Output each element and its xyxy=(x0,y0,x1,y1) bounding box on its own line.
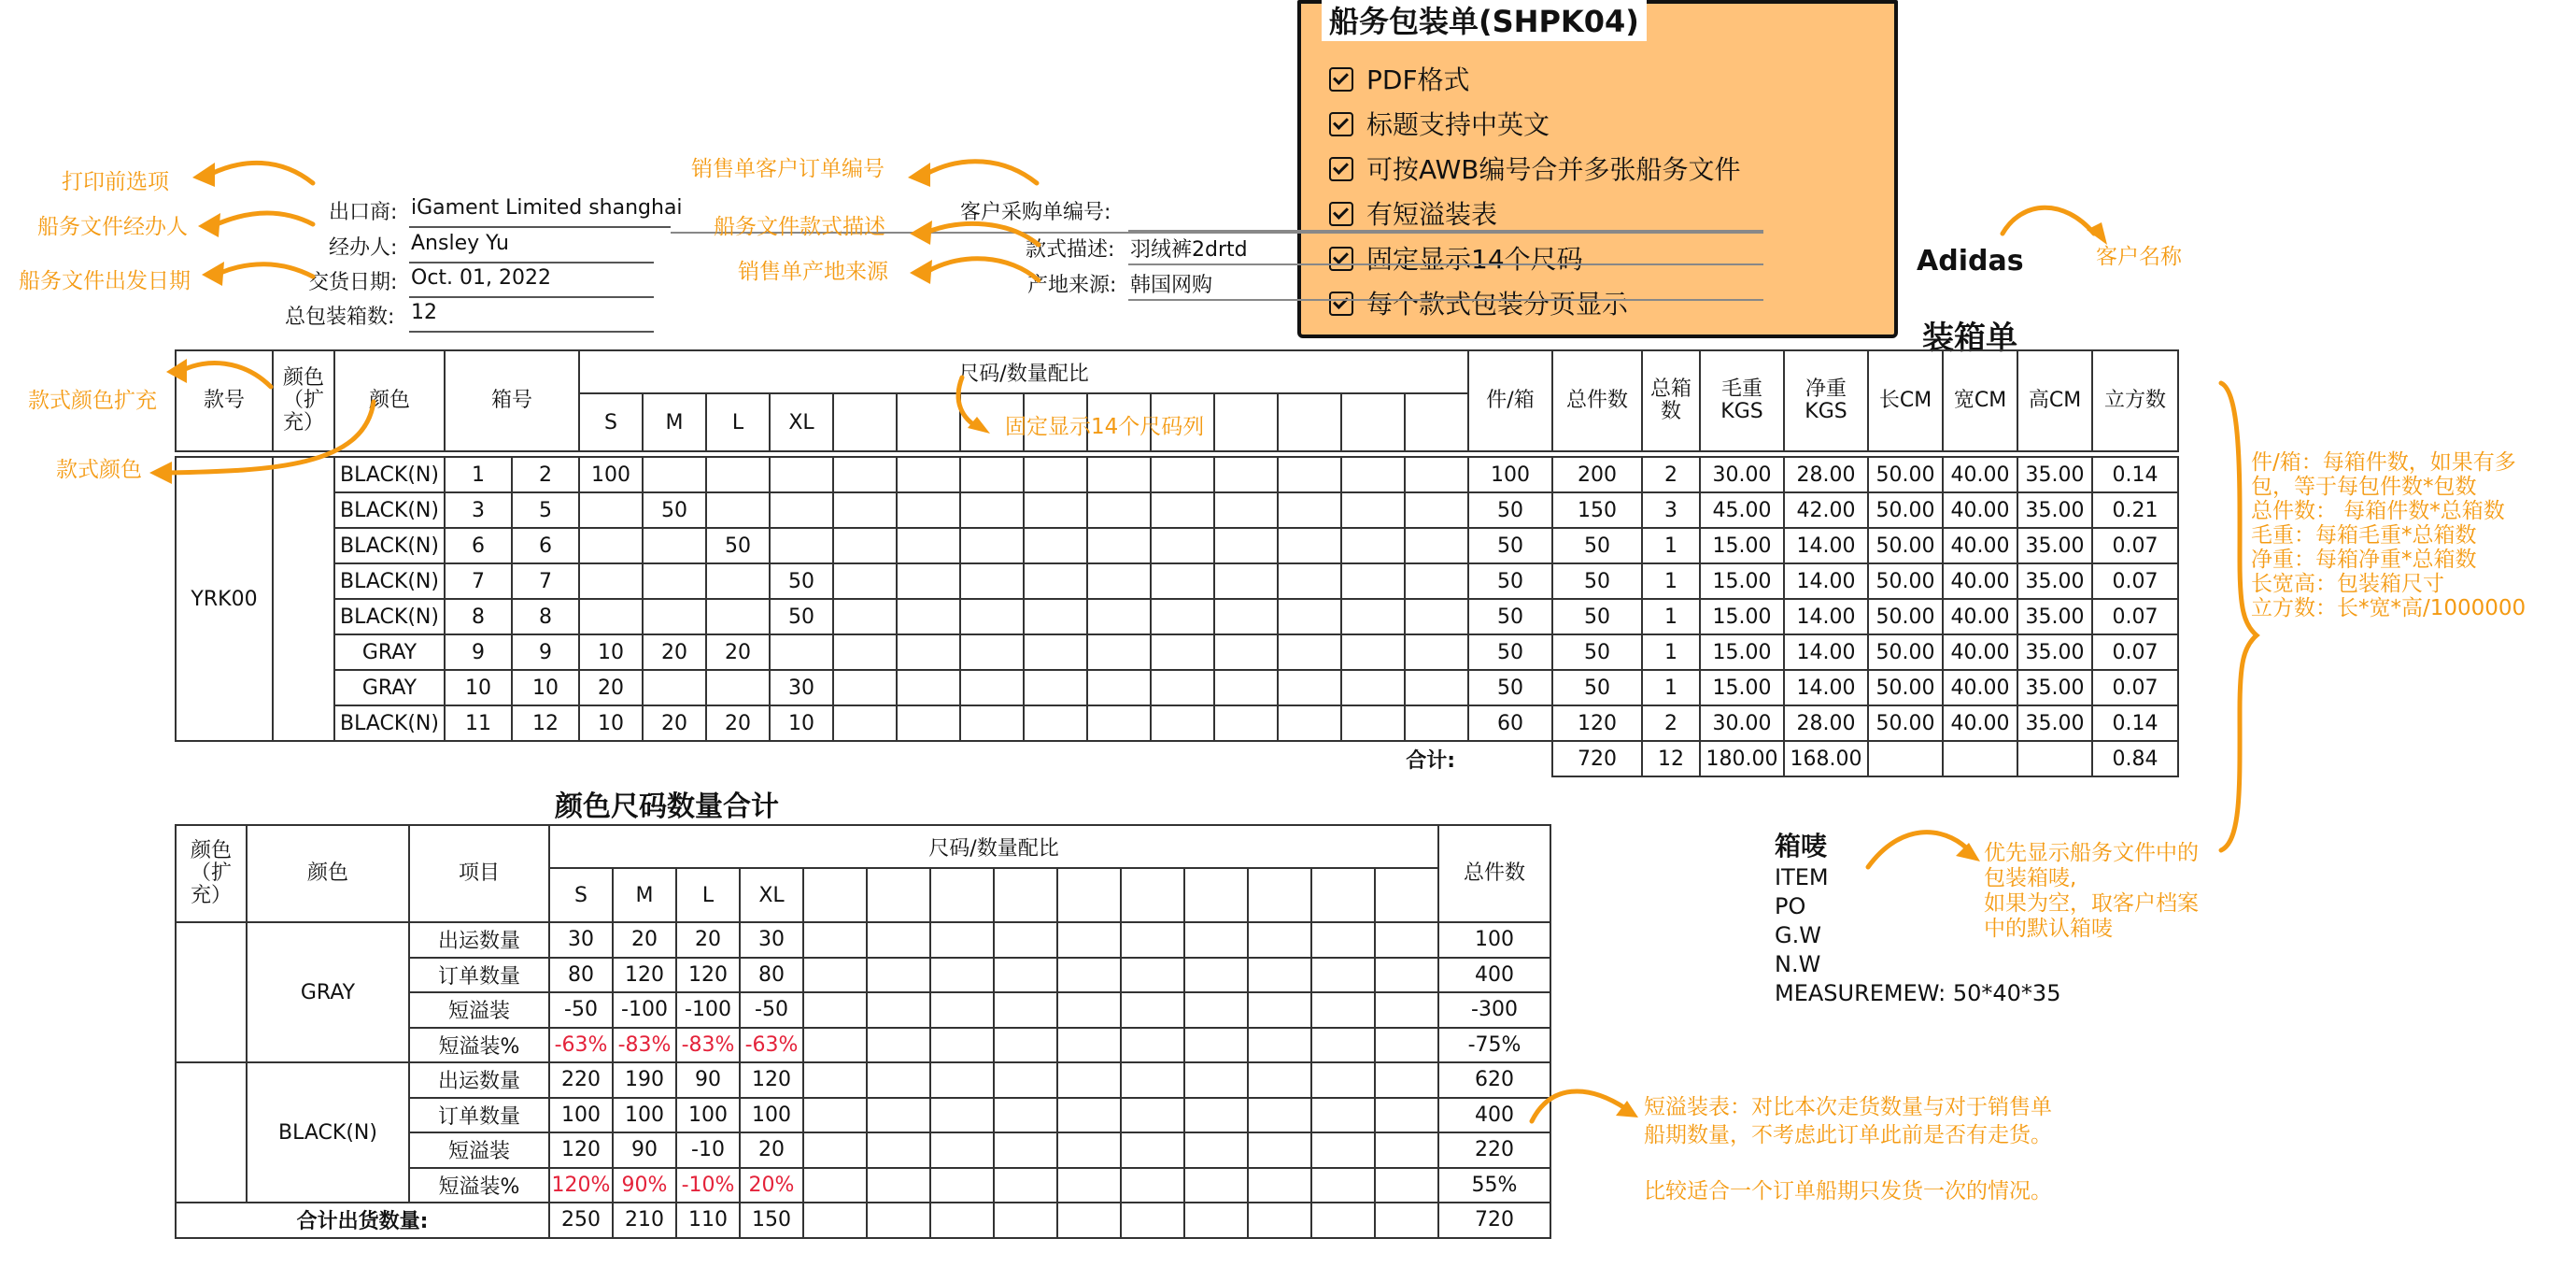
w-cell: 40.00 xyxy=(1943,528,2017,563)
size-value-cell: 120% xyxy=(549,1168,613,1203)
feature-box-title: 船务包装单(SHPK04) xyxy=(1322,0,1647,41)
gw-cell: 15.00 xyxy=(1700,528,1784,563)
annotation-style-color: 款式颜色 xyxy=(56,458,142,482)
size-qty-cell: 20 xyxy=(579,670,643,705)
shipping-mark-line: PO xyxy=(1775,893,1806,919)
header-pcs-box: 件/箱 xyxy=(1468,350,1552,451)
total-boxes-cell: 12 xyxy=(1642,741,1700,776)
size-value-cell: 100 xyxy=(613,1098,676,1133)
header-total-boxes: 总箱数 xyxy=(1642,350,1700,451)
gw-cell: 15.00 xyxy=(1700,563,1784,599)
right-note-line: 长宽高：包装箱尺寸 xyxy=(2251,572,2444,596)
size-value-cell: -83% xyxy=(676,1028,740,1063)
color-cell: BLACK(N) xyxy=(334,492,445,528)
summary-title: 颜色尺码数量合计 xyxy=(555,790,779,823)
item-cell: 短溢装% xyxy=(409,1028,549,1063)
total-cell: 50 xyxy=(1552,634,1642,670)
size-header: S xyxy=(579,393,643,451)
total-cell: 50 xyxy=(1552,563,1642,599)
marks-title: 箱唛 xyxy=(1775,831,1828,861)
po-label: 客户采购单编号: xyxy=(960,201,1111,224)
cbm-cell: 0.07 xyxy=(2092,634,2178,670)
feature-item-label: 标题支持中英文 xyxy=(1366,109,1550,140)
item-cell: 短溢装 xyxy=(409,1132,549,1168)
h-cell: 35.00 xyxy=(2017,634,2092,670)
box-to-cell: 7 xyxy=(512,563,579,599)
size-header: M xyxy=(613,868,676,922)
header-w: 宽CM xyxy=(1943,350,2017,451)
size-value-cell: 30 xyxy=(740,922,803,958)
date-label: 交货日期: xyxy=(308,271,398,294)
size-value-cell: 120 xyxy=(549,1132,613,1168)
size-value-cell: 100 xyxy=(549,1098,613,1133)
size-qty-cell: 20 xyxy=(643,634,706,670)
origin-value: 韩国网购 xyxy=(1130,274,1213,297)
l-cell: 50.00 xyxy=(1868,457,1943,492)
boxes-cell: 3 xyxy=(1642,492,1700,528)
header-color: 颜色 xyxy=(247,825,409,922)
nw-cell: 28.00 xyxy=(1784,457,1868,492)
nw-cell: 14.00 xyxy=(1784,670,1868,705)
size-header: XL xyxy=(740,868,803,922)
nw-cell: 14.00 xyxy=(1784,528,1868,563)
size-value-cell: 90% xyxy=(613,1168,676,1203)
size-qty-cell: 50 xyxy=(770,599,833,634)
size-header: M xyxy=(643,393,706,451)
arrow-color-ext xyxy=(183,363,271,387)
box-from-cell: 3 xyxy=(445,492,512,528)
size-value-cell: 120 xyxy=(676,958,740,993)
row-total-cell: 100 xyxy=(1438,922,1550,958)
size-value-cell: 120 xyxy=(613,958,676,993)
size-value-cell: 80 xyxy=(549,958,613,993)
feature-item-label: 有短溢装表 xyxy=(1366,199,1498,230)
arrow-print-options xyxy=(211,163,313,183)
arrow-short-notes xyxy=(1532,1091,1625,1121)
box-from-cell: 1 xyxy=(445,457,512,492)
arrow-doc-date xyxy=(220,264,313,277)
total-boxes-value: 12 xyxy=(411,301,437,324)
w-cell: 40.00 xyxy=(1943,634,2017,670)
pcs-cell: 50 xyxy=(1468,528,1552,563)
w-cell: 40.00 xyxy=(1943,563,2017,599)
total-value-cell: 250 xyxy=(549,1203,613,1238)
size-value-cell: -63% xyxy=(740,1028,803,1063)
right-note-line: 毛重：每箱毛重*总箱数 xyxy=(2251,523,2477,548)
total-value-cell: 210 xyxy=(613,1203,676,1238)
gw-cell: 30.00 xyxy=(1700,705,1784,741)
mark-note-line: 如果为空，取客户档案 xyxy=(1984,891,2199,916)
size-value-cell: 20 xyxy=(676,922,740,958)
row-total-cell: 620 xyxy=(1438,1062,1550,1098)
arrow-style-color xyxy=(168,402,374,473)
item-cell: 短溢装 xyxy=(409,992,549,1028)
size-value-cell: -10% xyxy=(676,1168,740,1203)
size-value-cell: -10 xyxy=(676,1132,740,1168)
cbm-cell: 0.07 xyxy=(2092,563,2178,599)
box-to-cell: 12 xyxy=(512,705,579,741)
header-gw: 毛重KGS xyxy=(1700,350,1784,451)
feature-item-label: PDF格式 xyxy=(1366,64,1470,95)
size-value-cell: -83% xyxy=(613,1028,676,1063)
right-note-line: 立方数：长*宽*高/1000000 xyxy=(2251,596,2526,620)
l-cell: 50.00 xyxy=(1868,492,1943,528)
size-value-cell: 30 xyxy=(549,922,613,958)
arrow-doc-desc xyxy=(928,223,1039,245)
origin-label: 产地来源: xyxy=(1027,274,1117,297)
cbm-cell: 0.07 xyxy=(2092,599,2178,634)
brace-right-notes xyxy=(2221,383,2257,850)
short-note-line: 船期数量，不考虑此订单此前是否有走货。 xyxy=(1644,1123,2052,1147)
row-total-cell: 55% xyxy=(1438,1168,1550,1203)
h-cell: 35.00 xyxy=(2017,670,2092,705)
size-qty-cell: 20 xyxy=(706,705,770,741)
size-header: L xyxy=(676,868,740,922)
box-from-cell: 6 xyxy=(445,528,512,563)
style-number: YRK00 xyxy=(176,457,273,741)
l-cell: 50.00 xyxy=(1868,670,1943,705)
size-value-cell: 190 xyxy=(613,1062,676,1098)
box-from-cell: 8 xyxy=(445,599,512,634)
exporter-label: 出口商: xyxy=(329,201,398,224)
total-cell: 50 xyxy=(1552,670,1642,705)
total-pcs-cell: 720 xyxy=(1552,741,1642,776)
gw-cell: 45.00 xyxy=(1700,492,1784,528)
size-value-cell: -50 xyxy=(740,992,803,1028)
total-gw-cell: 180.00 xyxy=(1700,741,1784,776)
mark-note-line: 优先显示船务文件中的 xyxy=(1984,841,2199,865)
size-value-cell: 90 xyxy=(676,1062,740,1098)
h-cell: 35.00 xyxy=(2017,563,2092,599)
size-qty-cell: 50 xyxy=(770,563,833,599)
nw-cell: 28.00 xyxy=(1784,705,1868,741)
l-cell: 50.00 xyxy=(1868,599,1943,634)
total-cell: 200 xyxy=(1552,457,1642,492)
boxes-cell: 1 xyxy=(1642,563,1700,599)
gw-cell: 15.00 xyxy=(1700,634,1784,670)
size-qty-cell: 10 xyxy=(579,634,643,670)
box-from-cell: 7 xyxy=(445,563,512,599)
cbm-cell: 0.21 xyxy=(2092,492,2178,528)
boxes-cell: 1 xyxy=(1642,599,1700,634)
gw-cell: 15.00 xyxy=(1700,599,1784,634)
arrow-marks xyxy=(1868,833,1967,867)
arrow-customer-name xyxy=(2003,207,2094,234)
h-cell: 35.00 xyxy=(2017,599,2092,634)
document-title: 装箱单 xyxy=(1922,320,2017,357)
w-cell: 40.00 xyxy=(1943,457,2017,492)
arrow-so-po xyxy=(927,162,1037,183)
size-value-cell: 100 xyxy=(740,1098,803,1133)
box-to-cell: 10 xyxy=(512,670,579,705)
size-header: XL xyxy=(770,393,833,451)
l-cell: 50.00 xyxy=(1868,705,1943,741)
item-cell: 短溢装% xyxy=(409,1168,549,1203)
pcs-cell: 50 xyxy=(1468,634,1552,670)
total-value-cell: 150 xyxy=(740,1203,803,1238)
summary-total-label: 合计出货数量: xyxy=(176,1203,549,1238)
feature-item-label: 每个款式包装分页显示 xyxy=(1366,289,1629,320)
size-value-cell: 80 xyxy=(740,958,803,993)
total-boxes-label: 总包装箱数: xyxy=(285,306,395,329)
row-total-cell: 400 xyxy=(1438,1098,1550,1133)
date-value: Oct. 01, 2022 xyxy=(411,266,551,290)
annotation-customer-name: 客户名称 xyxy=(2096,245,2182,269)
size-value-cell: 20 xyxy=(613,922,676,958)
annotation-print-options: 打印前选项 xyxy=(62,170,169,194)
size-value-cell: 20% xyxy=(740,1168,803,1203)
header-item: 项目 xyxy=(409,825,549,922)
header-total-pcs: 总件数 xyxy=(1552,350,1642,451)
size-value-cell: 20 xyxy=(740,1132,803,1168)
annotation-color-ext: 款式颜色扩充 xyxy=(28,389,157,413)
size-value-cell: -50 xyxy=(549,992,613,1028)
header-l: 长CM xyxy=(1868,350,1943,451)
customer-name: Adidas xyxy=(1917,245,2024,278)
mark-note-line: 包装箱唛, xyxy=(1984,866,2077,890)
row-total-cell: -300 xyxy=(1438,992,1550,1028)
boxes-cell: 1 xyxy=(1642,670,1700,705)
total-cell: 50 xyxy=(1552,599,1642,634)
arrow-doc-handler xyxy=(217,213,313,224)
w-cell: 40.00 xyxy=(1943,599,2017,634)
pcs-cell: 50 xyxy=(1468,670,1552,705)
item-cell: 订单数量 xyxy=(409,1098,549,1133)
nw-cell: 14.00 xyxy=(1784,634,1868,670)
header-h: 高CM xyxy=(2017,350,2092,451)
color-cell: BLACK(N) xyxy=(334,457,445,492)
size-qty-cell: 10 xyxy=(579,705,643,741)
feature-item-label: 可按AWB编号合并多张船务文件 xyxy=(1366,154,1741,185)
annotation-doc-desc: 船务文件款式描述 xyxy=(714,215,885,239)
box-to-cell: 6 xyxy=(512,528,579,563)
size-value-cell: 100 xyxy=(676,1098,740,1133)
l-cell: 50.00 xyxy=(1868,528,1943,563)
right-note-line: 净重：每箱净重*总箱数 xyxy=(2251,548,2477,572)
total-label: 合计: xyxy=(1406,749,1455,773)
annotation-so-po: 销售单客户订单编号 xyxy=(691,157,885,181)
pcs-cell: 100 xyxy=(1468,457,1552,492)
h-cell: 35.00 xyxy=(2017,528,2092,563)
box-to-cell: 8 xyxy=(512,599,579,634)
color-cell: GRAY xyxy=(247,922,409,1062)
boxes-cell: 2 xyxy=(1642,705,1700,741)
pcs-cell: 50 xyxy=(1468,563,1552,599)
w-cell: 40.00 xyxy=(1943,670,2017,705)
right-note-line: 包，等于每包件数*包数 xyxy=(2251,475,2477,499)
pcs-cell: 50 xyxy=(1468,492,1552,528)
row-total-cell: 400 xyxy=(1438,958,1550,993)
right-note-line: 总件数： 每箱件数*总箱数 xyxy=(2251,499,2505,523)
gw-cell: 15.00 xyxy=(1700,670,1784,705)
size-header: L xyxy=(706,393,770,451)
row-total-cell: -75% xyxy=(1438,1028,1550,1063)
short-note-line: 短溢装表：对比本次走货数量与对于销售单 xyxy=(1644,1095,2052,1119)
row-total-cell: 220 xyxy=(1438,1132,1550,1168)
pcs-cell: 60 xyxy=(1468,705,1552,741)
gw-cell: 30.00 xyxy=(1700,457,1784,492)
short-note-line: 比较适合一个订单船期只发货一次的情况。 xyxy=(1644,1179,2052,1203)
size-qty-cell: 20 xyxy=(706,634,770,670)
header-box-no: 箱号 xyxy=(445,350,579,451)
size-header: S xyxy=(549,868,613,922)
size-qty-cell: 20 xyxy=(643,705,706,741)
color-cell: BLACK(N) xyxy=(334,599,445,634)
cbm-cell: 0.14 xyxy=(2092,705,2178,741)
l-cell: 50.00 xyxy=(1868,634,1943,670)
size-value-cell: -100 xyxy=(613,992,676,1028)
header-cbm: 立方数 xyxy=(2092,350,2178,451)
header-size-ratio: 尺码/数量配比 xyxy=(549,825,1438,868)
total-cell: 120 xyxy=(1552,705,1642,741)
exporter-value: iGament Limited shanghai xyxy=(411,196,683,220)
cbm-cell: 0.14 xyxy=(2092,457,2178,492)
color-cell: BLACK(N) xyxy=(334,705,445,741)
shipping-mark-line: G.W xyxy=(1775,922,1821,948)
header-color: 颜色 xyxy=(334,350,445,451)
size-qty-cell: 50 xyxy=(643,492,706,528)
cbm-cell: 0.07 xyxy=(2092,528,2178,563)
nw-cell: 14.00 xyxy=(1784,599,1868,634)
color-cell: GRAY xyxy=(334,670,445,705)
header-color-ext: 颜色（扩充） xyxy=(273,350,334,451)
color-cell: BLACK(N) xyxy=(247,1062,409,1203)
size-qty-cell: 100 xyxy=(579,457,643,492)
box-from-cell: 10 xyxy=(445,670,512,705)
box-from-cell: 11 xyxy=(445,705,512,741)
right-note-line: 件/箱：每箱件数，如果有多 xyxy=(2251,450,2516,475)
annotation-doc-handler: 船务文件经办人 xyxy=(37,215,188,239)
box-to-cell: 9 xyxy=(512,634,579,670)
boxes-cell: 1 xyxy=(1642,528,1700,563)
annotation-doc-date: 船务文件出发日期 xyxy=(19,269,191,293)
size-value-cell: 220 xyxy=(549,1062,613,1098)
size-value-cell: 120 xyxy=(740,1062,803,1098)
item-cell: 出运数量 xyxy=(409,1062,549,1098)
total-cell: 150 xyxy=(1552,492,1642,528)
boxes-cell: 1 xyxy=(1642,634,1700,670)
handler-value: Ansley Yu xyxy=(411,232,509,255)
size-qty-cell: 30 xyxy=(770,670,833,705)
header-nw: 净重KGS xyxy=(1784,350,1868,451)
header-style: 款号 xyxy=(176,350,273,451)
nw-cell: 14.00 xyxy=(1784,563,1868,599)
header-size-ratio: 尺码/数量配比 xyxy=(579,350,1468,393)
size-qty-cell: 50 xyxy=(706,528,770,563)
mark-note-line: 中的默认箱唛 xyxy=(1984,917,2113,941)
color-cell: GRAY xyxy=(334,634,445,670)
desc-label: 款式描述: xyxy=(1026,238,1115,262)
box-to-cell: 5 xyxy=(512,492,579,528)
desc-value: 羽绒裤2drtd xyxy=(1130,238,1248,262)
annotation-fixed-sizes: 固定显示14个尺码列 xyxy=(1005,415,1205,439)
item-cell: 出运数量 xyxy=(409,922,549,958)
total-value-cell: 110 xyxy=(676,1203,740,1238)
total-cbm-cell: 0.84 xyxy=(2092,741,2178,776)
shipping-mark-line: N.W xyxy=(1775,951,1821,977)
header-color-ext: 颜色（扩充） xyxy=(176,825,247,922)
h-cell: 35.00 xyxy=(2017,705,2092,741)
grand-total-cell: 720 xyxy=(1438,1203,1550,1238)
pcs-cell: 50 xyxy=(1468,599,1552,634)
shipping-mark-line: ITEM xyxy=(1775,864,1829,890)
l-cell: 50.00 xyxy=(1868,563,1943,599)
color-cell: BLACK(N) xyxy=(334,563,445,599)
w-cell: 40.00 xyxy=(1943,705,2017,741)
total-cell: 50 xyxy=(1552,528,1642,563)
item-cell: 订单数量 xyxy=(409,958,549,993)
color-cell: BLACK(N) xyxy=(334,528,445,563)
h-cell: 35.00 xyxy=(2017,457,2092,492)
annotation-so-origin: 销售单产地来源 xyxy=(738,260,888,284)
box-from-cell: 9 xyxy=(445,634,512,670)
cbm-cell: 0.07 xyxy=(2092,670,2178,705)
box-to-cell: 2 xyxy=(512,457,579,492)
feature-item-label: 固定显示14个尺码 xyxy=(1366,244,1583,275)
boxes-cell: 2 xyxy=(1642,457,1700,492)
nw-cell: 42.00 xyxy=(1784,492,1868,528)
size-value-cell: -63% xyxy=(549,1028,613,1063)
size-qty-cell: 10 xyxy=(770,705,833,741)
total-nw-cell: 168.00 xyxy=(1784,741,1868,776)
shipping-mark-line: MEASUREMEW: 50*40*35 xyxy=(1775,980,2061,1006)
size-value-cell: 90 xyxy=(613,1132,676,1168)
arrow-so-origin xyxy=(928,259,1039,280)
h-cell: 35.00 xyxy=(2017,492,2092,528)
handler-label: 经办人: xyxy=(329,236,398,260)
size-value-cell: -100 xyxy=(676,992,740,1028)
header-total: 总件数 xyxy=(1438,825,1550,922)
w-cell: 40.00 xyxy=(1943,492,2017,528)
